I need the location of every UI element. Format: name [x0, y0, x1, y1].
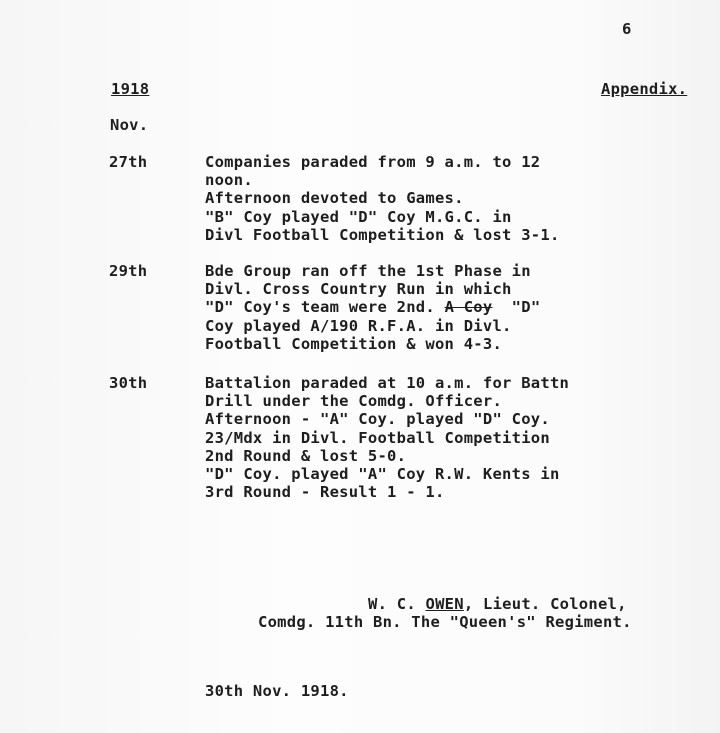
entry-line: Bde Group ran off the 1st Phase in — [205, 262, 531, 280]
entry-line: Drill under the Comdg. Officer. — [205, 392, 503, 411]
entry-line: Football Competition & won 4-3. — [205, 334, 503, 353]
entry-text — [205, 374, 569, 501]
entry-line: "D" Coy. played "A" Coy R.W. Kents in — [205, 465, 560, 484]
page-number: 6 — [622, 20, 632, 38]
entry-date: 27th — [109, 153, 148, 171]
signature-initials: W. C. — [368, 595, 426, 613]
struck-text: A Coy — [444, 298, 493, 317]
month-label: Nov. — [110, 116, 149, 134]
signature-rank: , Lieut. Colonel, — [463, 595, 627, 613]
signature-unit: Comdg. 11th Bn. The "Queen's" Regiment. — [258, 613, 632, 631]
year-heading: 1918 — [111, 80, 150, 98]
entry-line-text: "D" Coy's team were 2nd. — [205, 298, 435, 317]
entry-line: Battalion paraded at 10 a.m. for Battn — [205, 374, 570, 392]
entry-date: 30th — [109, 374, 148, 392]
entry-line: Coy played A/190 R.F.A. in Divl. — [205, 316, 512, 335]
entry-text — [205, 262, 540, 353]
entry-line: 23/Mdx in Divl. Football Competition — [205, 428, 550, 447]
entry-line: Afternoon devoted to Games. — [205, 189, 464, 208]
entry-line: "B" Coy played "D" Coy M.G.C. in — [205, 207, 512, 226]
signature-name-line — [368, 595, 627, 613]
entry-line: Divl. Cross Country Run in which — [205, 280, 512, 299]
appendix-heading: Appendix. — [601, 80, 688, 98]
entry-line: 3rd Round - Result 1 - 1. — [205, 483, 445, 502]
entry-line: Companies paraded from 9 a.m. to 12 — [205, 153, 541, 171]
footer-date: 30th Nov. 1918. — [205, 682, 349, 700]
entry-line: Divl Football Competition & lost 3-1. — [205, 225, 560, 244]
entry-line: 2nd Round & lost 5-0. — [205, 446, 407, 465]
entry-line: noon. — [205, 171, 253, 190]
entry-date: 29th — [109, 262, 148, 280]
entry-line: Afternoon - "A" Coy. played "D" Coy. — [205, 410, 550, 429]
signature-name: OWEN — [425, 595, 464, 613]
entry-line-text: "D" — [511, 298, 541, 317]
entry-line — [205, 298, 540, 316]
entry-text — [205, 153, 560, 244]
